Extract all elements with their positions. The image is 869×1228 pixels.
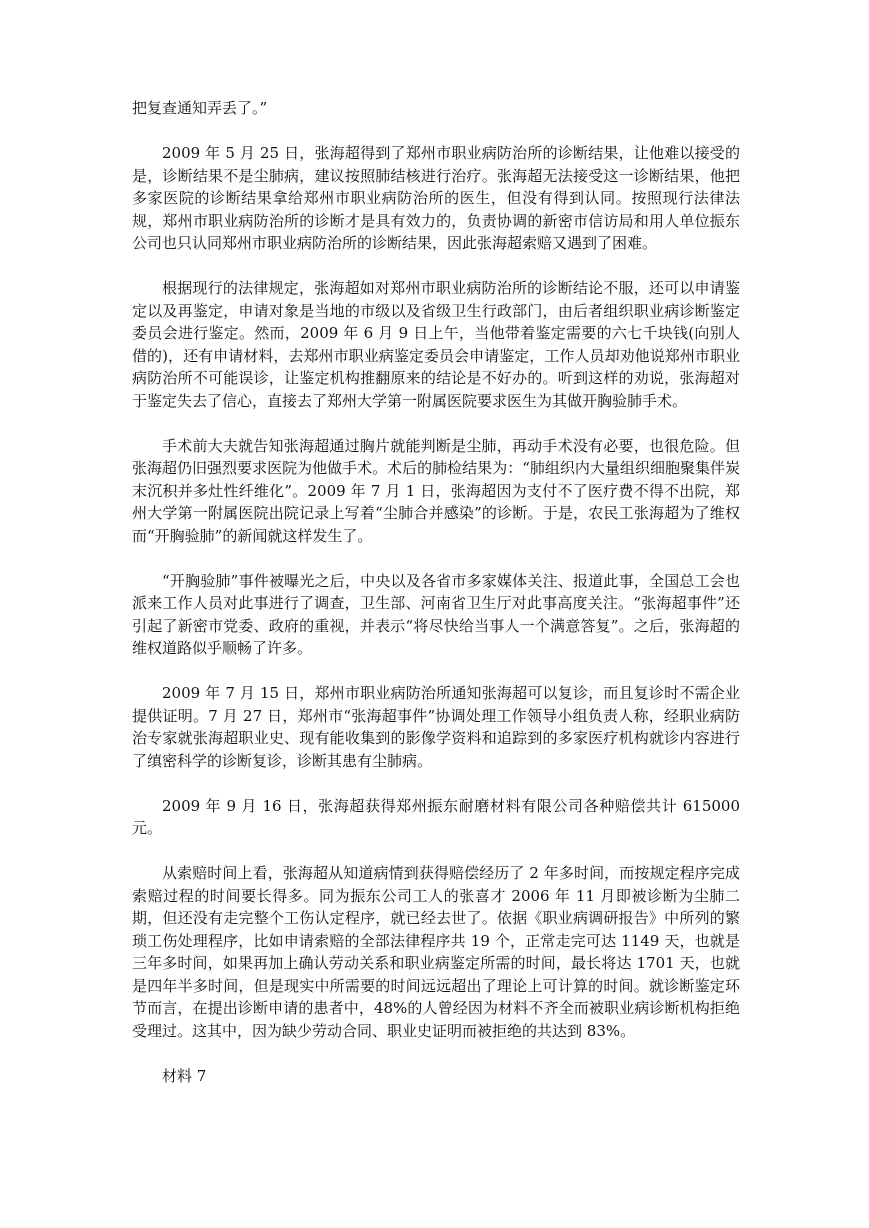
section-heading-material-7: 材料 7 [162,1066,207,1085]
paragraph-compensation: 2009 年 9 月 16 日，张海超获得郑州振东耐磨材料有限公司各种赔偿共计 615000 元。 [132,796,740,837]
paragraph-rediagnosis: 2009 年 7 月 15 日，郑州市职业病防治所通知张海超可以复诊，而且复诊时不需企业提供证明。7 月 27 日，郑州市“张海超事件”协调处理工作领导小组负责人称，经职业病防治专家就张海超职业史、现有能收集到的影像学资料和追踪到的多家医疗机构就诊内容进行了缜密科学的诊断复诊，诊断其患有尘肺病。 [132,684,740,770]
paragraph-media-exposure: “开胸验肺”事件被曝光之后，中央以及各省市多家媒体关注、报道此事，全国总工会也派来工作人员对此事进行了调查，卫生部、河南省卫生厅对此事高度关注。“张海超事件”还引起了新密市党委、政府的重视，并表示“将尽快给当事人一个满意答复”。之后，张海超的维权道路似乎顺畅了许多。 [132,571,740,657]
paragraph-surgery: 手术前大夫就告知张海超通过胸片就能判断是尘肺，再动手术没有必要，也很危险。但张海超仍旧强烈要求医院为他做手术。术后的肺检结果为：“肺组织内大量组织细胞聚集伴炭末沉积并多灶性纤维化”。2009 年 7 月 1 日，张海超因为支付不了医疗费不得不出院，郑州大学第一附属医院出院记录上写着“尘肺合并感染”的诊断。于是，农民工张海超为了维权而“开胸验肺”的新闻就这样发生了。 [132,436,740,545]
paragraph-claim-duration: 从索赔时间上看，张海超从知道病情到获得赔偿经历了 2 年多时间，而按规定程序完成索赔过程的时间要长得多。同为振东公司工人的张喜才 2006 年 11 月即被诊断为尘肺二期，但还没有走完整个工伤认定程序，就已经去世了。依据《职业病调研报告》中所列的繁琐工伤处理程序，比如申请索赔的全部法律程序共 19 个，正常走完可达 1149 天，也就是三年多时间，如果再加上确认劳动关系和职业病鉴定所需的时间，最长将达 1701 天，也就是四年半多时间，但是现实中所需要的时间远远超出了理论上可计算的时间。就诊断鉴定环节而言，在提出诊断申请的患者中，48%的人曾经因为材料不齐全而被职业病诊断机构拒绝受理过。这其中，因为缺少劳动合同、职业史证明而被拒绝的共达到 83%。 [132,864,740,1040]
paragraph-diagnosis-result: 2009 年 5 月 25 日，张海超得到了郑州市职业病防治所的诊断结果，让他难以接受的是，诊断结果不是尘肺病，建议按照肺结核进行治疗。张海超无法接受这一诊断结果，他把多家医院的诊断结果拿给郑州市职业病防治所的医生，但没有得到认同。按照现行法律法规，郑州市职业病防治所的诊断才是具有效力的，负责协调的新密市信访局和用人单位振东公司也只认同郑州市职业病防治所的诊断结果，因此张海超索赔又遇到了困难。 [132,144,740,252]
paragraph-continuation: 把复查通知弄丢了。” [132,99,268,117]
document-body [132,97,740,1110]
paragraph-legal-appraisal: 根据现行的法律规定，张海超如对郑州市职业病防治所的诊断结论不服，还可以申请鉴定以及再鉴定，申请对象是当地的市级以及省级卫生行政部门，由后者组织职业病诊断鉴定委员会进行鉴定。然而，2009 年 6 月 9 日上午，当他带着鉴定需要的六七千块钱(向别人借的)，还有申请材料，去郑州市职业病鉴定委员会申请鉴定，工作人员却劝他说郑州市职业病防治所不可能误诊，让鉴定机构推翻原来的结论是不好办的。听到这样的劝说，张海超对于鉴定失去了信心，直接去了郑州大学第一附属医院要求医生为其做开胸验肺手术。 [132,279,740,410]
